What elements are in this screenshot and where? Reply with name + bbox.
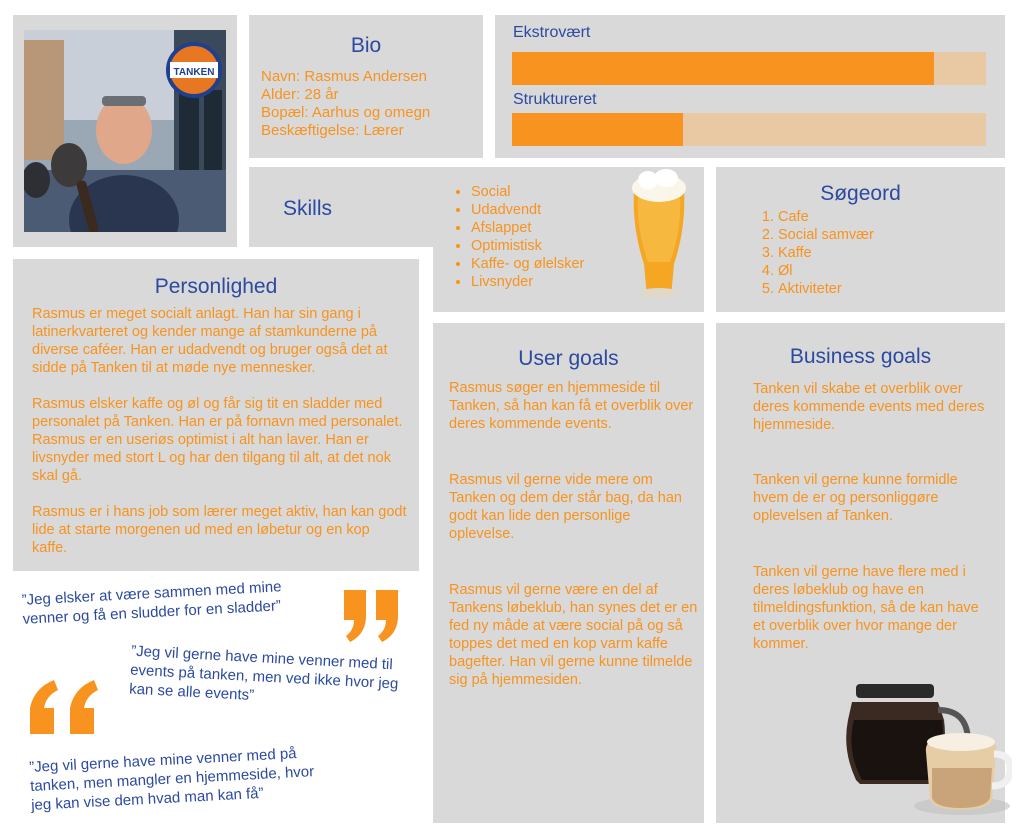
user-goal-paragraph: Rasmus søger en hjemmeside til Tanken, så han kan få et overblik over deres kommende events. bbox=[449, 380, 694, 432]
business-goal-paragraph: Tanken vil skabe et overblik over deres kommende events med deres hjemmeside. bbox=[753, 381, 985, 433]
opening-quote-mark-icon bbox=[24, 678, 100, 736]
bio-name: Navn: Rasmus Andersen bbox=[261, 68, 427, 85]
skill-item: • Kaffe- og ølelsker bbox=[471, 255, 584, 273]
skills-title: Skills bbox=[283, 197, 333, 220]
skill-item: • Optimistisk bbox=[471, 237, 584, 255]
tanken-sign-text: TANKEN bbox=[173, 67, 215, 78]
user-goals-title: User goals bbox=[518, 347, 619, 370]
trait-label-structured: Struktureret bbox=[513, 91, 597, 108]
trait-fill-structured bbox=[512, 113, 683, 146]
bio-lines bbox=[261, 68, 430, 140]
user-goal-paragraph: Rasmus vil gerne vide mere om Tanken og dem der står bag, da han godt kan lide den personlige oplevelse. bbox=[449, 472, 682, 542]
trait-fill-extrovert bbox=[512, 52, 934, 85]
personality-panel bbox=[13, 259, 419, 571]
user-goals-text bbox=[449, 379, 699, 689]
business-goals-text bbox=[753, 380, 993, 653]
keywords-panel bbox=[716, 167, 1005, 312]
business-goal-paragraph: Tanken vil gerne have flere med i deres løbeklub og have en tilmeldingsfunktion, så de kan have et overblik over hvor mange der kommer. bbox=[753, 564, 979, 652]
photo-panel bbox=[13, 15, 237, 247]
personality-paragraph: Rasmus er meget socialt anlagt. Han har sin gang i latinerkvarteret og kender mange af stamkunderne på diverse caféer. Han er udadvendt og bruger også det at sidde på Tanken til at møde nye mennesker. bbox=[32, 306, 388, 376]
keywords-title: Søgeord bbox=[820, 182, 901, 205]
personality-paragraph: Rasmus er i hans job som lærer meget aktiv, han kan godt lide at starte morgenen ud med en løbetur og en kop kaffe. bbox=[32, 504, 407, 556]
trait-label-extrovert: Ekstrovært bbox=[513, 24, 591, 41]
keyword-item: 1. Cafe bbox=[778, 208, 874, 226]
keyword-item: 5. Aktiviteter bbox=[778, 280, 874, 298]
skill-item: • Social bbox=[471, 183, 584, 201]
bio-residence: Bopæl: Aarhus og omegn bbox=[261, 104, 431, 121]
bio-panel bbox=[249, 15, 483, 158]
trait-bar-extrovert bbox=[512, 52, 986, 85]
skill-item: • Livsnyder bbox=[471, 273, 584, 291]
traits-panel bbox=[495, 15, 1005, 158]
bio-occupation: Beskæftigelse: Lærer bbox=[261, 122, 404, 139]
user-goals-panel bbox=[433, 323, 704, 823]
keywords-list bbox=[778, 208, 874, 298]
coffee-pot-and-cup-icon bbox=[842, 680, 1012, 820]
personality-title: Personlighed bbox=[154, 275, 278, 298]
business-goal-paragraph: Tanken vil gerne kunne formidle hvem de er og personliggøre oplevelsen af Tanken. bbox=[753, 472, 958, 524]
business-goals-title: Business goals bbox=[789, 345, 932, 368]
user-goal-paragraph: Rasmus vil gerne være en del af Tankens løbeklub, han synes det er en fed ny måde at være social på og så toppes det med en kop varm kaffe bagefter. Han vil gerne kunne tilmelde sig på hjemmesiden. bbox=[449, 582, 698, 688]
bio-age: Alder: 28 år bbox=[261, 86, 339, 103]
quote-1: ”Jeg elsker at være sammen med mine venner og få en sludder for en sladder” bbox=[21, 578, 282, 628]
beer-glass-icon bbox=[628, 168, 690, 300]
skill-item: • Afslappet bbox=[471, 219, 584, 237]
quote-3: ”Jeg vil gerne have mine venner med på tanken, men mangler en hjemmeside, hvor jeg kan vise dem hvad man kan få” bbox=[28, 745, 315, 814]
skill-item: • Udadvendt bbox=[471, 201, 584, 219]
keyword-item: 2. Social samvær bbox=[778, 226, 874, 244]
bio-title: Bio bbox=[350, 34, 382, 57]
trait-bar-structured bbox=[512, 113, 986, 146]
persona-photo bbox=[24, 30, 226, 232]
personality-text bbox=[32, 305, 408, 557]
personality-paragraph: Rasmus elsker kaffe og øl og får sig tit en sladder med personalet på Tanken. Han er på fornavn med personalet. Rasmus er en useriøs optimist i alt han laver. Han er livsnyder med stort L og har den tilgang til alt, at det nok skal gå. bbox=[32, 396, 403, 484]
keyword-item: 4. Øl bbox=[778, 262, 874, 280]
skills-list bbox=[471, 183, 584, 291]
keyword-item: 3. Kaffe bbox=[778, 244, 874, 262]
quote-2: ”Jeg vil gerne have mine venner med til events på tanken, men ved ikke hvor jeg kan se alle events” bbox=[128, 642, 399, 705]
closing-quote-mark-icon bbox=[340, 586, 404, 644]
